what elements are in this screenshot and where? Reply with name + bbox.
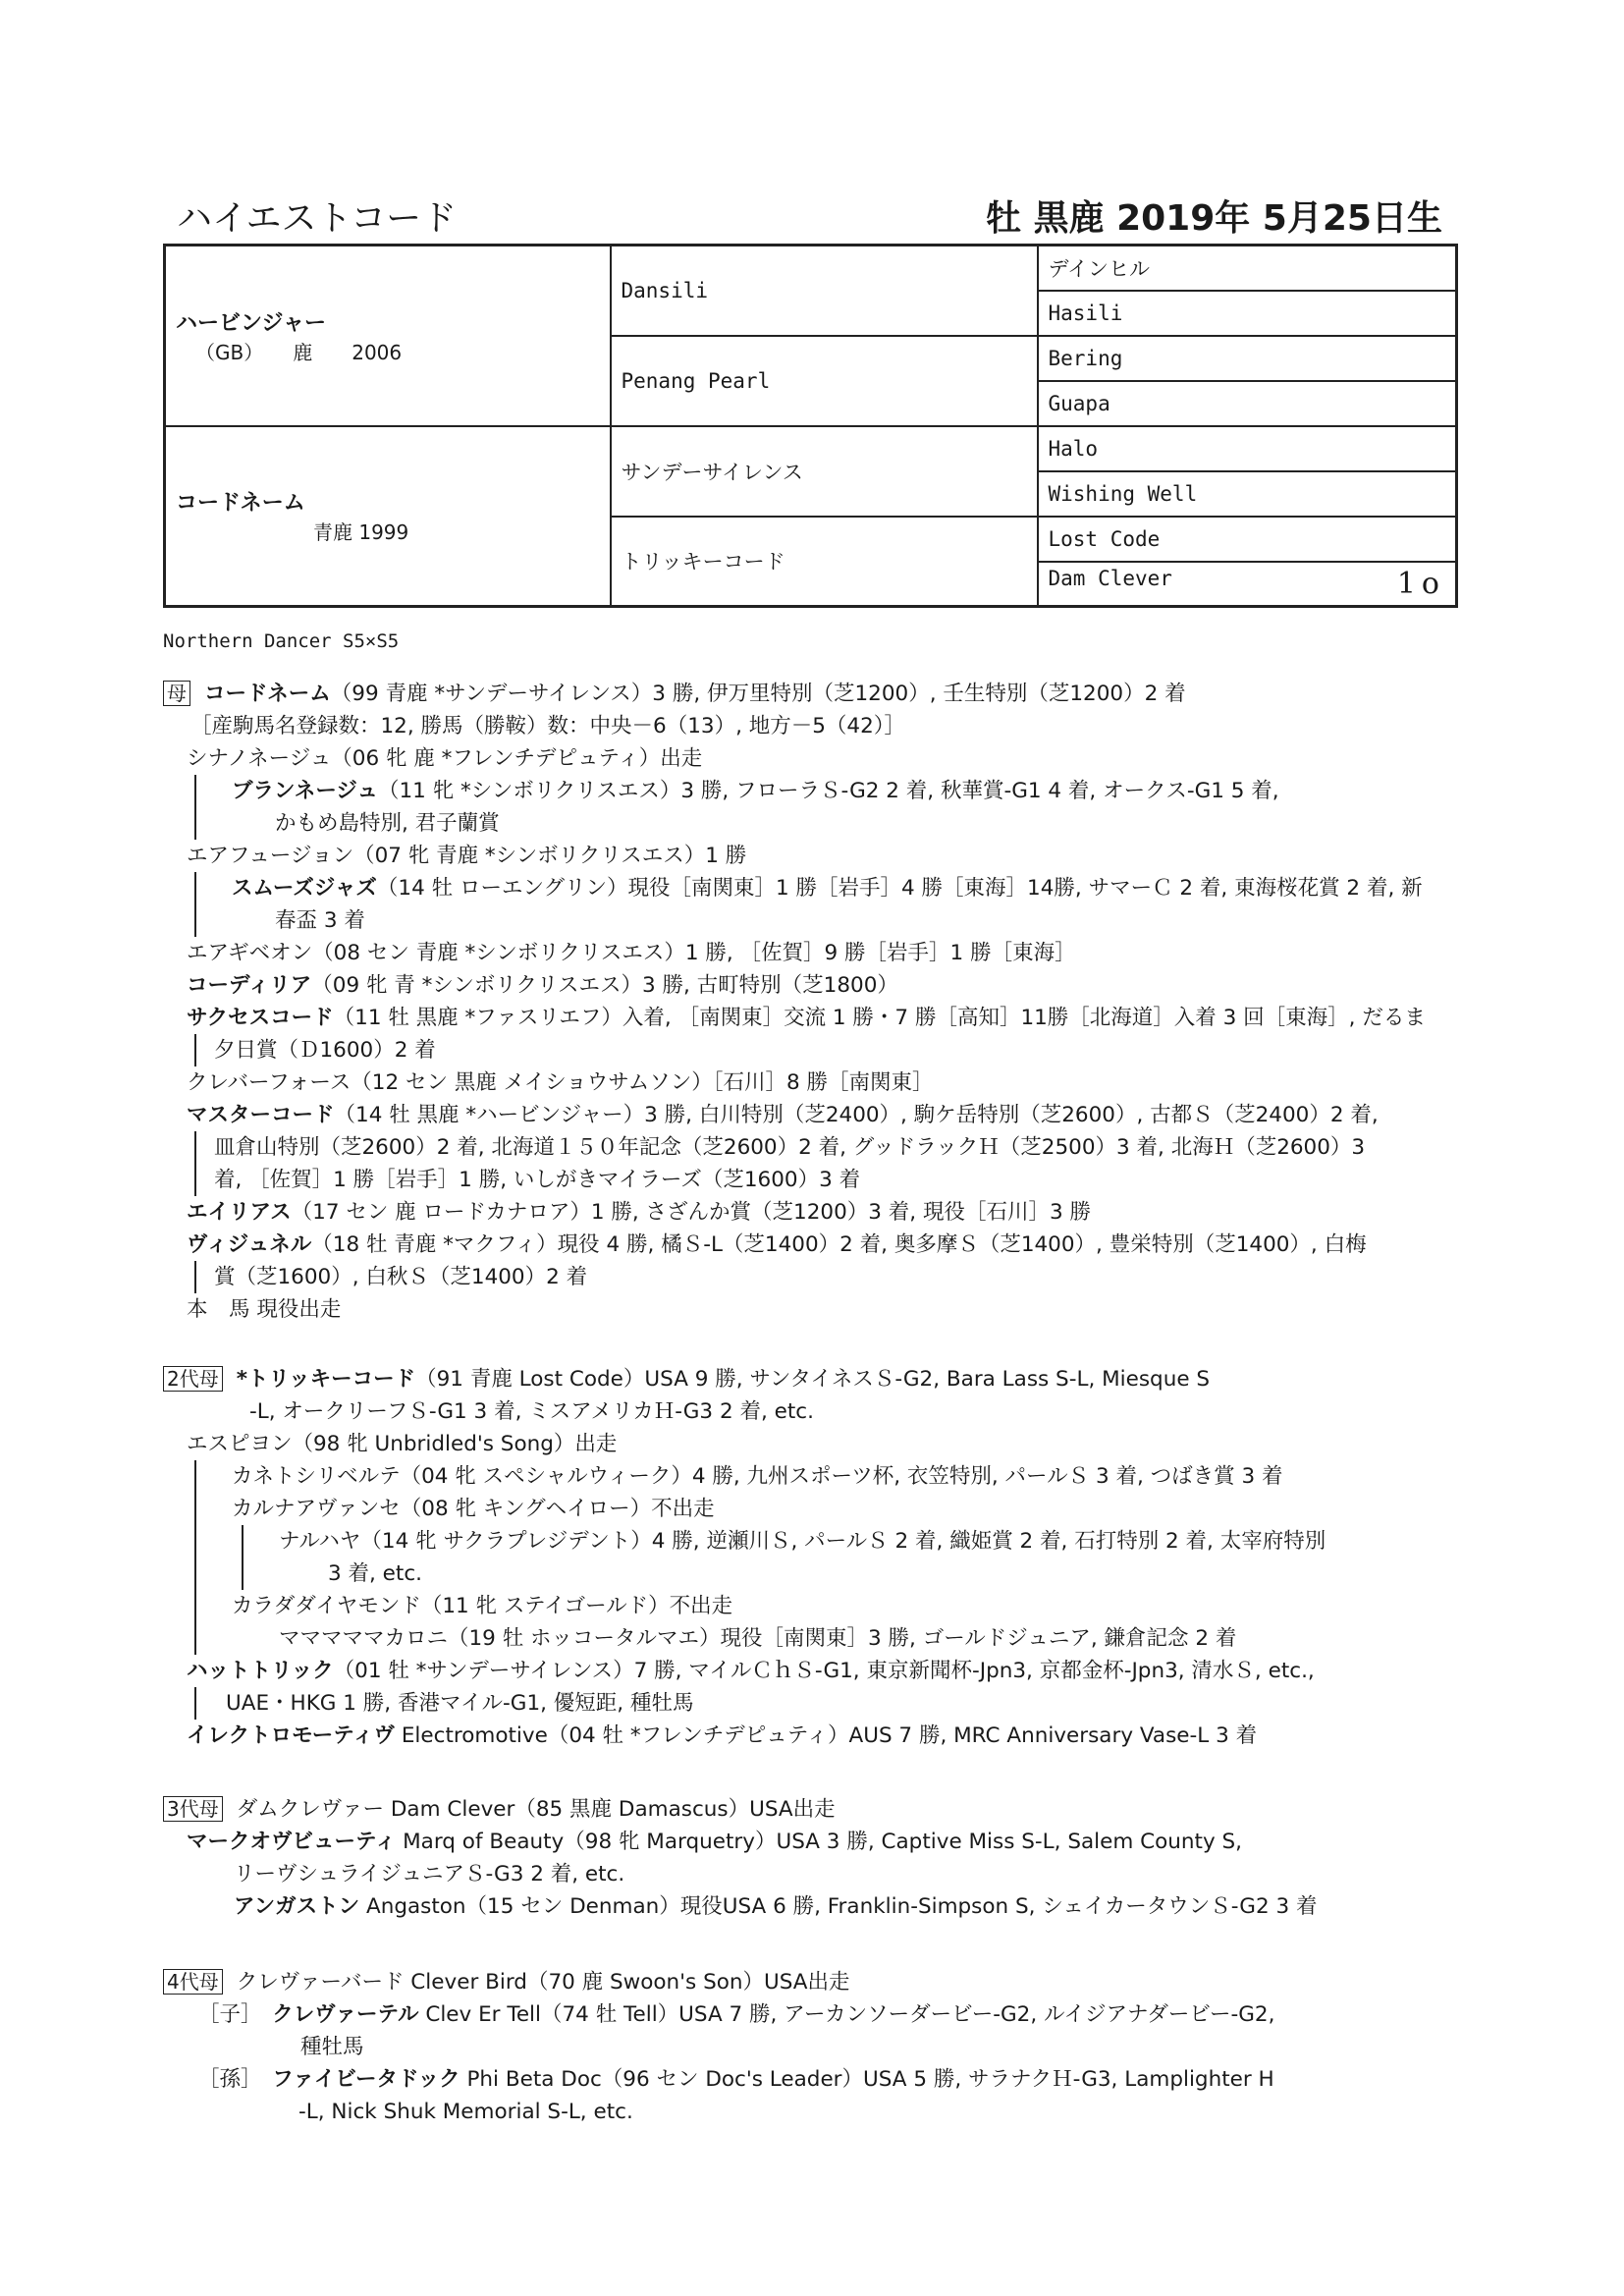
g3-6: Wishing Well [1038,471,1457,517]
g3-8: Dam Clever [1048,566,1172,590]
g3-2: Hasili [1038,291,1457,336]
g4-line: クレヴァーバード Clever Bird（70 鹿 Swoon's Son）USA出走 [236,1970,850,1995]
g2-line: イレクトロモーティヴ Electromotive（04 牡 *フレンチデピュティ）AUS 7 勝, MRC Anniversary Vase-L 3 着 [187,1723,1258,1748]
dam-line: エアギベオン（08 セン 青鹿 *シンボリクリスエス）1 勝, ［佐賀］9 勝［岩手］1 勝［東海］ [187,941,1076,965]
dam-dam: トリッキーコード [611,517,1038,607]
g2-section [163,1363,1439,1752]
g3-1: デインヒル [1038,246,1457,291]
section-tag-dam: 母 [163,681,190,706]
dam-line: クレバーフォース（12 セン 黒鹿 メイショウサムソン）［石川］8 勝［南関東］ [187,1070,934,1095]
dam-line: 皿倉山特別（芝2600）2 着, 北海道１５０年記念（芝2600）2 着, グッドラックＨ（芝2500）3 着, 北海Ｈ（芝2600）3 [214,1135,1366,1160]
dam-line: エイリアス（17 セン 鹿 ロードカナロア）1 勝, さざんか賞（芝1200）3 着, 現役［石川］3 勝 [187,1200,1091,1225]
g2-line: マママママカロニ（19 牡 ホッコータルマエ）現役［南関東］3 勝, ゴールドジュニア, 鎌倉記念 2 着 [279,1626,1237,1651]
section-tag-g2: 2代母 [163,1366,223,1392]
sire-name: ハービンジャー [176,310,327,336]
section-tag-g3: 3代母 [163,1796,223,1822]
dam-line: ヴィジュネル（18 牡 青鹿 *マクフィ）現役 4 勝, 橘Ｓ-L（芝1400）2 着, 奥多摩Ｓ（芝1400）, 豊栄特別（芝1400）, 白梅 [187,1232,1367,1257]
g2-line: カラダダイヤモンド（11 牝 ステイゴールド）不出走 [232,1594,733,1618]
dam-stats: ［産駒馬名登録数：12, 勝馬（勝鞍）数：中央－6（13）, 地方－5（42）］ [190,714,906,738]
pedigree-table [163,244,1458,608]
dam-line: かもめ島特別, 君子蘭賞 [275,811,500,836]
inbreeding-note: Northern Dancer S5×S5 [163,630,400,652]
g3-4: Guapa [1038,381,1457,426]
dam-line: マスターコード（14 牡 黒鹿 *ハービンジャー）3 勝, 白川特別（芝2400）, 駒ケ岳特別（芝2600）, 古都Ｓ（芝2400）2 着, [187,1103,1379,1127]
horse-name: ハイエストコード [177,198,458,239]
sire-cell [165,246,611,426]
dam-line: 春盃 3 着 [275,908,365,933]
g4-line: ［子］ クレヴァーテル Clev Er Tell（74 牡 Tell）USA 7 勝, アーカンソーダービー-G2, ルイジアナダービー-G2, [198,2002,1275,2027]
family-number: 1o [1396,566,1445,601]
section-tag-g4: 4代母 [163,1969,223,1995]
g2-line: *トリッキーコード（91 青鹿 Lost Code）USA 9 勝, サンタイネスＳ-G2, Bara Lass S-L, Miesque S [236,1367,1211,1392]
g3-line: ダムクレヴァー Dam Clever（85 黒鹿 Damascus）USA出走 [236,1797,836,1822]
dam-line: 着, ［佐賀］1 勝［岩手］1 勝, いしがきマイラーズ（芝1600）3 着 [214,1168,861,1192]
dam-line: 本 馬 現役出走 [187,1297,342,1322]
g2-line: 3 着, etc. [328,1561,422,1586]
dam-cell [165,426,611,607]
g2-line: UAE・HKG 1 勝, 香港マイル-G1, 優短距, 種牡馬 [226,1691,694,1716]
g3-8-cell [1038,562,1457,607]
g3-line: マークオヴビューティ Marq of Beauty（98 牝 Marquetry）USA 3 勝, Captive Miss S-L, Salem County S, [187,1830,1243,1854]
g3-line: リーヴシュライジュニアＳ-G3 2 着, etc. [234,1862,625,1886]
g3-7: Lost Code [1038,517,1457,562]
dam-line: サクセスコード（11 牡 黒鹿 *ファスリエフ）入着, ［南関東］交流 1 勝・7 勝［高知］11勝［北海道］入着 3 回［東海］, だるま [187,1006,1426,1030]
sire-dam: Penang Pearl [611,336,1038,426]
dam-line: シナノネージュ（06 牝 鹿 *フレンチデピュティ）出走 [187,746,703,771]
dam-line: エアフュージョン（07 牝 青鹿 *シンボリクリスエス）1 勝 [187,844,747,868]
dam-line: スムーズジャズ（14 牡 ローエングリン）現役［南関東］1 勝［岩手］4 勝［東海］14勝, サマーＣ 2 着, 東海桜花賞 2 着, 新 [232,876,1423,901]
g3-3: Bering [1038,336,1457,381]
g2-line: エスピヨン（98 牝 Unbridled's Song）出走 [187,1432,618,1456]
g4-line: ［孫］ ファイビータドック Phi Beta Doc（96 セン Doc's Leader）USA 5 勝, サラナクＨ-G3, Lamplighter H [198,2067,1274,2092]
dam-header: コードネーム（99 青鹿 *サンデーサイレンス）3 勝, 伊万里特別（芝1200）, 壬生特別（芝1200）2 着 [204,682,1186,706]
g2-line: カネトシリベルテ（04 牝 スペシャルウィーク）4 勝, 九州スポーツ杯, 衣笠特別, パールＳ 3 着, つばき賞 3 着 [232,1464,1283,1489]
sire-sire: Dansili [611,246,1038,336]
g4-line: 種牡馬 [300,2035,364,2059]
dam-line: 賞（芝1600）, 白秋Ｓ（芝1400）2 着 [214,1265,588,1289]
sire-detail: （GB） 鹿 2006 [195,340,403,364]
dam-sire: サンデーサイレンス [611,426,1038,517]
g4-line: -L, Nick Shuk Memorial S-L, etc. [298,2100,633,2124]
g3-line: アンガストン Angaston（15 セン Denman）現役USA 6 勝, Franklin-Simpson S, シェイカータウンＳ-G2 3 着 [234,1894,1318,1919]
g2-line: ナルハヤ（14 牝 サクラプレジデント）4 勝, 逆瀬川Ｓ, パールＳ 2 着, 織姫賞 2 着, 石打特別 2 着, 太宰府特別 [279,1529,1326,1554]
horse-sex-color-birth: 牡 黒鹿 2019年 5月25日生 [986,198,1442,239]
g2-line: カルナアヴァンセ（08 牝 キングヘイロー）不出走 [232,1497,715,1521]
dam-name: コードネーム [176,491,305,517]
g3-5: Halo [1038,426,1457,471]
dam-line: ブランネージュ（11 牝 *シンボリクリスエス）3 勝, フローラＳ-G2 2 着, 秋華賞-G1 4 着, オークス-G1 5 着, [232,779,1279,803]
g3-section [163,1793,1439,1923]
g4-section [163,1966,1439,2128]
dam-line: 夕日賞（Ｄ1600）2 着 [214,1038,436,1063]
dam-line: コーディリア（09 牝 青 *シンボリクリスエス）3 勝, 古町特別（芝1800） [187,973,898,998]
dam-detail: 青鹿 1999 [313,520,409,545]
dam-section [163,678,1439,1326]
g2-line: ハットトリック（01 牡 *サンデーサイレンス）7 勝, マイルＣｈＳ-G1, 東京新聞杯-Jpn3, 京都金杯-Jpn3, 清水Ｓ, etc., [187,1659,1315,1683]
g2-line: -L, オークリーフＳ-G1 3 着, ミスアメリカＨ-G3 2 着, etc. [249,1399,814,1424]
